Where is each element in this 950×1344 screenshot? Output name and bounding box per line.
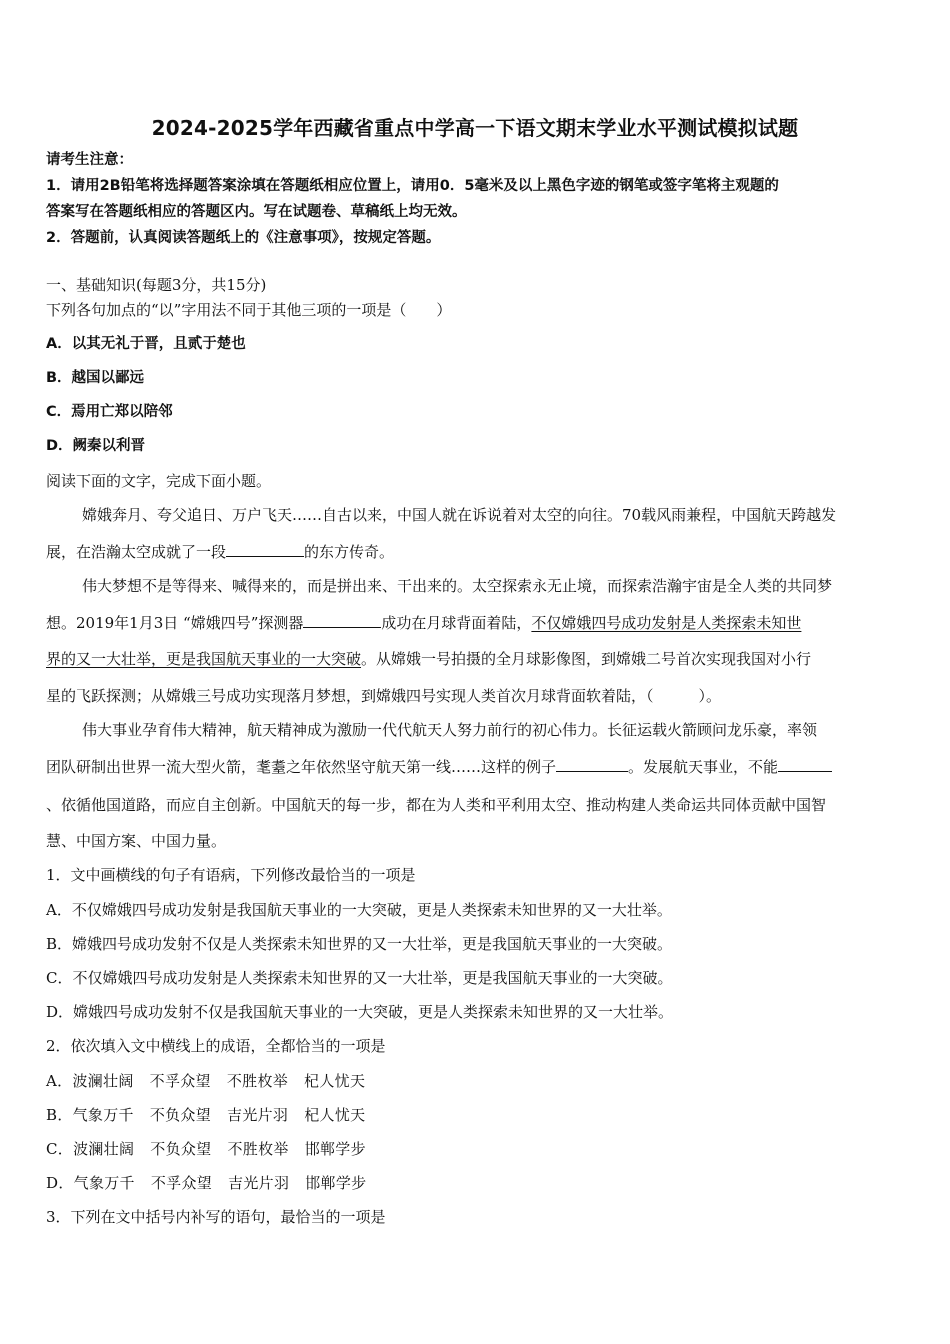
q1-option-a: A．不仅嫦娥四号成功发射是我国航天事业的一大突破，更是人类探索未知世界的又一大壮举。	[46, 901, 672, 919]
idiom: 吉光片羽	[228, 1174, 290, 1192]
q3-stem: 3．下列在文中括号内补写的语句，最恰当的一项是	[46, 1208, 386, 1226]
idiom: 不孚众望	[149, 1072, 211, 1090]
idiom: 吉光片羽	[227, 1106, 289, 1124]
option-letter: D．	[46, 1174, 74, 1192]
idiom: 不胜枚举	[227, 1140, 289, 1158]
q2-option-d	[46, 1173, 366, 1193]
passage-p2-line-1: 伟大梦想不是等得来、喊得来的，而是拼出来、干出来的。太空探索永无止境，而探索浩瀚宇宙是全人类的共同梦	[82, 577, 833, 595]
notice-item-2: 2．答题前，认真阅读答题纸上的《注意事项》，按规定答题。	[46, 230, 441, 246]
idiom: 气象万千	[72, 1106, 134, 1124]
passage-p2-line-2	[46, 612, 801, 633]
option-c: C．焉用亡郑以陪邻	[46, 404, 173, 420]
text-segment: 。发展航天事业，不能	[628, 758, 779, 776]
underlined-sentence: 界的又一大壮举，更是我国航天事业的一大突破	[46, 650, 362, 668]
idiom: 不负众望	[150, 1140, 212, 1158]
idiom: 杞人忧天	[304, 1072, 366, 1090]
passage-p2-line-4: 星的飞跃探测；从嫦娥三号成功实现落月梦想，到嫦娥四号实现人类首次月球背面软着陆，（ ）。	[46, 687, 722, 705]
text-segment: 成功在月球背面着陆，	[381, 614, 532, 632]
idiom: 不负众望	[149, 1106, 212, 1124]
idiom: 不胜枚举	[226, 1072, 289, 1090]
option-d: D．阙秦以利晋	[46, 438, 146, 454]
q1-option-c: C．不仅嫦娥四号成功发射是人类探索未知世界的又一大壮举，更是我国航天事业的一大突破。	[46, 969, 673, 987]
q1-option-b: B．嫦娥四号成功发射不仅是人类探索未知世界的又一大壮举，更是我国航天事业的一大突破。	[46, 935, 673, 953]
passage-p3-line-2	[46, 756, 832, 777]
option-letter: C．	[46, 1140, 74, 1158]
idiom: 气象万千	[73, 1174, 135, 1192]
idiom: 杞人忧天	[304, 1106, 366, 1124]
idiom: 不孚众望	[150, 1174, 213, 1192]
option-letter: A．	[46, 1072, 73, 1090]
question-stem: 下列各句加点的“以”字用法不同于其他三项的一项是（ ）	[46, 301, 452, 319]
passage-p3-line-3: 、依循他国道路，而应自主创新。中国航天的每一步，都在为人类和平利用太空、推动构建人类命运共同体贡献中国智	[46, 796, 827, 814]
option-b: B．越国以鄙远	[46, 370, 145, 386]
fill-blank-1	[226, 541, 304, 557]
q2-option-b	[46, 1105, 365, 1125]
text-segment: 的东方传奇。	[304, 543, 395, 561]
idiom: 邯郸学步	[304, 1140, 366, 1158]
passage-p3-line-4: 慧、中国方案、中国力量。	[46, 832, 227, 850]
text-segment: 。从嫦娥一号拍摄的全月球影像图，到嫦娥二号首次实现我国对小行	[361, 650, 812, 668]
reading-intro: 阅读下面的文字，完成下面小题。	[46, 472, 272, 490]
text-segment: 想。2019年1月3日 “嫦娥四号”探测器	[46, 614, 304, 632]
option-letter: B．	[46, 1106, 73, 1124]
fill-blank-2	[303, 612, 381, 628]
idiom: 波澜壮阔	[72, 1072, 134, 1090]
passage-p3-line-1: 伟大事业孕育伟大精神，航天精神成为激励一代代航天人努力前行的初心伟力。长征运载火箭顾问龙乐豪，率领	[82, 721, 818, 739]
notice-item-1-line-2: 答案写在答题纸相应的答题区内。写在试题卷、草稿纸上均无效。	[46, 204, 467, 220]
fill-blank-3	[556, 756, 628, 772]
passage-p1-line-2	[46, 541, 394, 562]
notice-item-1-line-1: 1．请用2B铅笔将选择题答案涂填在答题纸相应位置上，请用0．5毫米及以上黑色字迹的钢笔或签字笔将主观题的	[46, 178, 779, 194]
q2-stem: 2．依次填入文中横线上的成语，全都恰当的一项是	[46, 1037, 386, 1055]
q1-stem: 1．文中画横线的句子有语病，下列修改最恰当的一项是	[46, 866, 416, 884]
passage-p1-line-1: 嫦娥奔月、夸父追日、万户飞天……自古以来，中国人就在诉说着对太空的向往。70载风雨兼程，中国航天跨越发	[82, 506, 837, 524]
q2-option-a	[46, 1071, 365, 1091]
passage-p2-line-3	[46, 649, 811, 669]
option-a: A．以其无礼于晋，且贰于楚也	[46, 336, 246, 352]
fill-blank-4	[778, 756, 832, 772]
underlined-sentence: 不仅嫦娥四号成功发射是人类探索未知世	[531, 614, 802, 632]
notice-heading: 请考生注意：	[46, 152, 133, 168]
idiom: 邯郸学步	[305, 1174, 367, 1192]
idiom: 波澜壮阔	[73, 1140, 135, 1158]
text-segment: 展，在浩瀚太空成就了一段	[46, 543, 227, 561]
q2-option-c	[46, 1139, 366, 1159]
text-segment: 团队研制出世界一流大型火箭，耄耋之年依然坚守航天第一线……这样的例子	[46, 758, 557, 776]
q1-option-d: D．嫦娥四号成功发射不仅是我国航天事业的一大突破，更是人类探索未知世界的又一大壮举。	[46, 1003, 674, 1021]
section-heading: 一、基础知识(每题3分，共15分)	[46, 276, 267, 294]
page-title: 2024-2025学年西藏省重点中学高一下语文期末学业水平测试模拟试题	[151, 116, 799, 140]
